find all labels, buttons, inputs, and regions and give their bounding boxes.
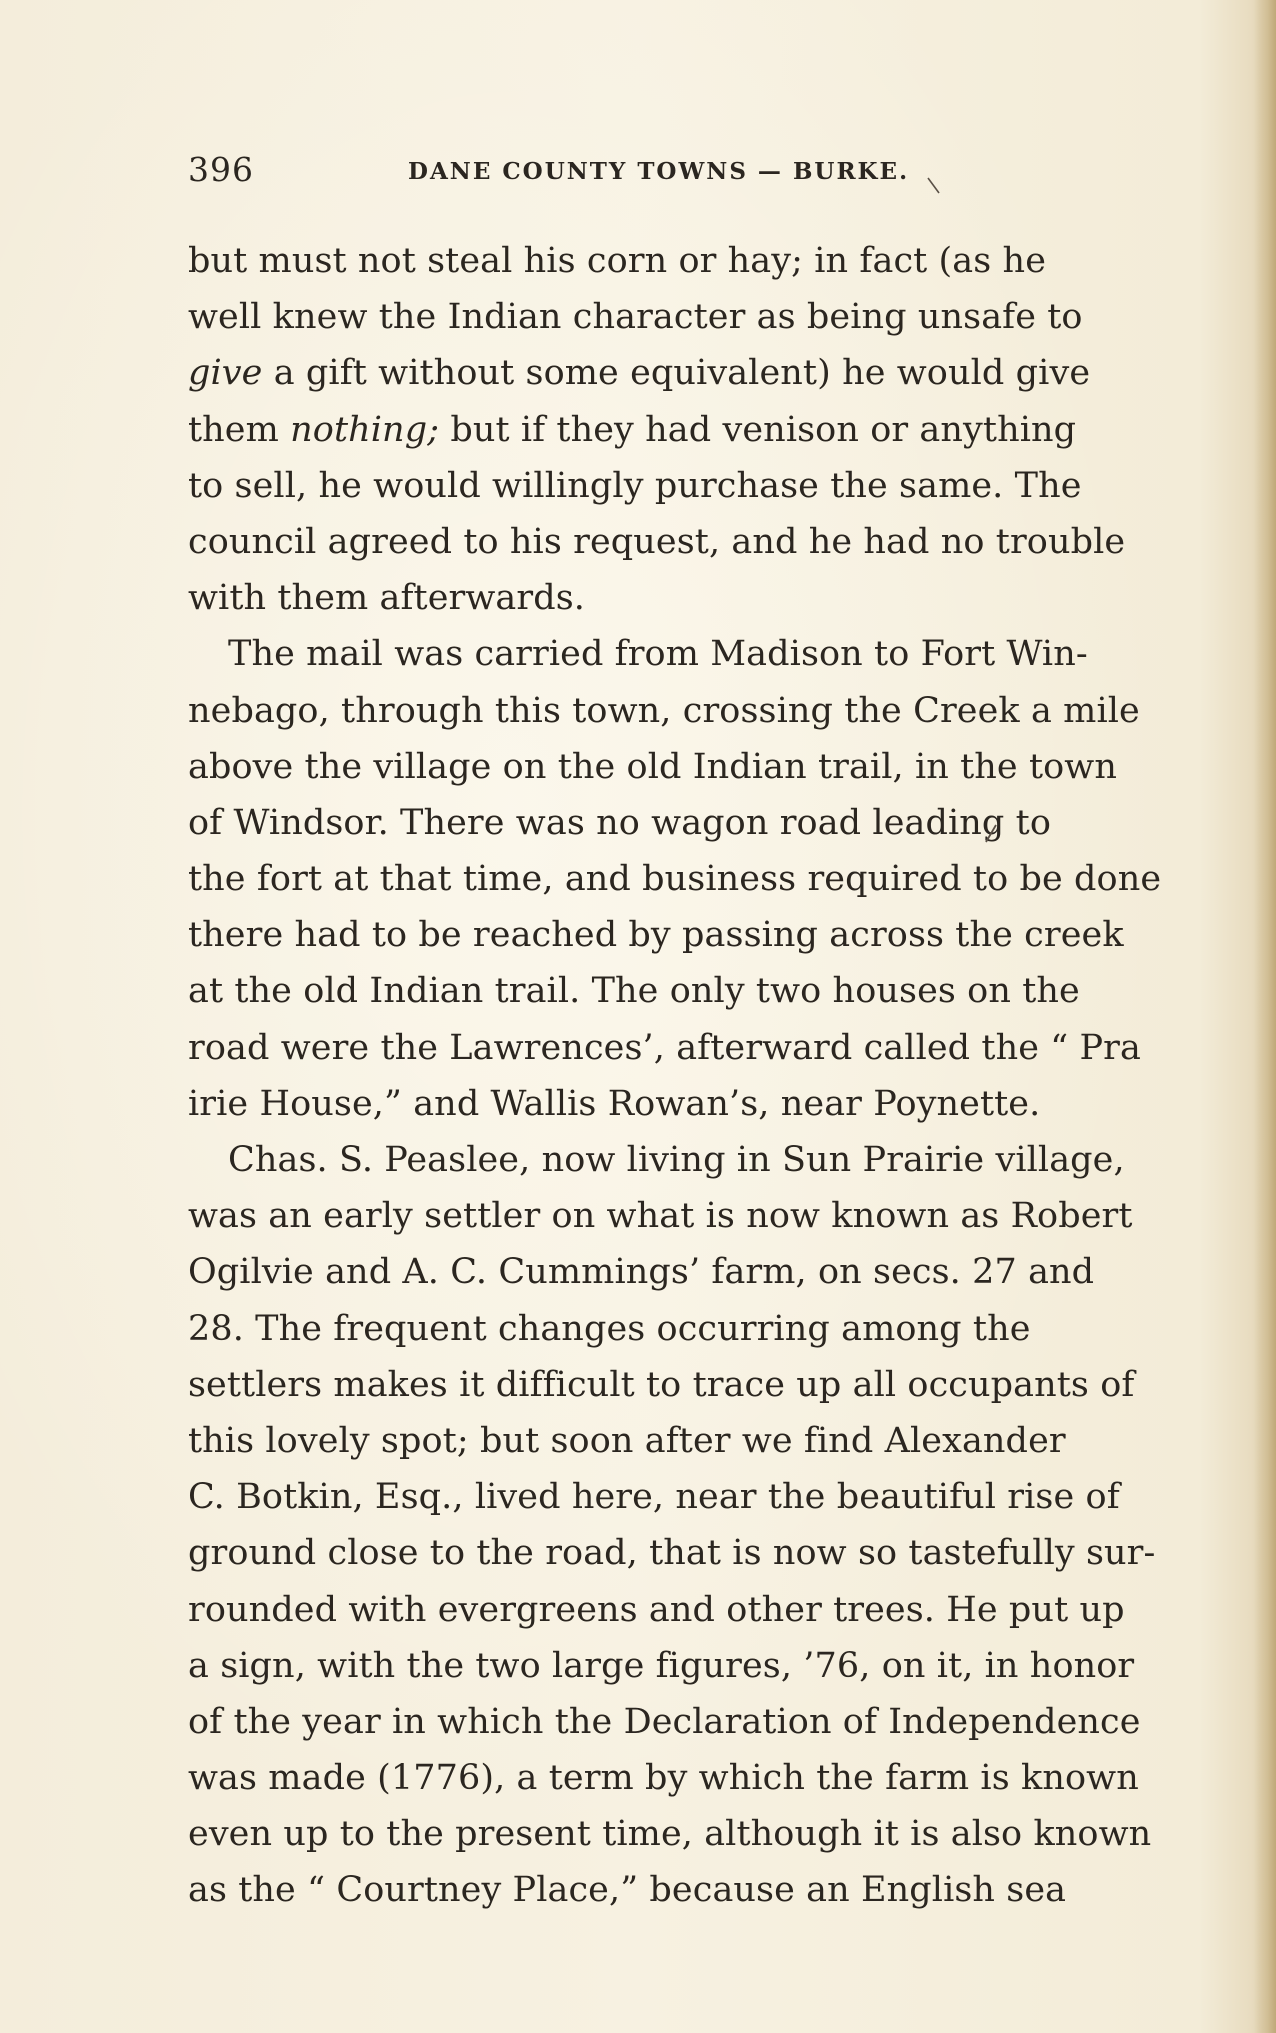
text-line: the fort at that time, and business required to be done (188, 859, 1162, 900)
text-line: 28. The frequent changes occurring among the (188, 1308, 1031, 1349)
text-line: ground close to the road, that is now so tastefully sur- (188, 1533, 1156, 1574)
text-line: there had to be reached by passing across the creek (188, 915, 1124, 956)
text-line: at the old Indian trail. The only two houses on the (188, 971, 1080, 1012)
page-number: 396 (188, 150, 254, 189)
text-line: with them afterwards. (188, 578, 585, 619)
text-line: of the year in which the Declaration of Independence (188, 1701, 1141, 1742)
page-header (188, 146, 1193, 194)
text-line: of Windsor. There was no wagon road leading to (188, 802, 1051, 843)
text-line: council agreed to his request, and he had no trouble (188, 521, 1126, 562)
text-line: irie House,” and Wallis Rowan’s, near Poynette. (188, 1083, 1041, 1124)
text-line: was made (1776), a term by which the farm is known (188, 1758, 1139, 1799)
line-text: but if they had venison or anything (439, 409, 1077, 450)
text-line (188, 402, 1193, 458)
line-text: them (188, 409, 291, 450)
text-line: a sign, with the two large figures, ’76, on it, in honor (188, 1645, 1135, 1686)
pencil-tick-mark (926, 176, 942, 196)
text-line: was an early settler on what is now known as Robert (188, 1196, 1133, 1237)
line-text: a gift without some equivalent) he would give (262, 353, 1091, 394)
body-text (188, 233, 1193, 1919)
italic-word: give (188, 353, 263, 394)
pencil-tick-mark (983, 823, 999, 845)
text-line: rounded with evergreens and other trees. He put up (188, 1589, 1125, 1630)
text-line: but must not steal his corn or hay; in fact (as he (188, 241, 1047, 281)
text-line: as the “ Courtney Place,” because an English sea (188, 1870, 1067, 1911)
text-line: even up to the present time, although it is also known (188, 1814, 1152, 1855)
text-line (188, 345, 1193, 401)
text-line: settlers makes it difficult to trace up all occupants of (188, 1364, 1135, 1405)
paragraph-start-line: Chas. S. Peaslee, now living in Sun Prairie village, (228, 1140, 1125, 1180)
italic-word: nothing; (290, 409, 440, 450)
paragraph-start-line: The mail was carried from Madison to Fort Win- (228, 634, 1088, 675)
text-line: road were the Lawrences’, afterward called the “ Pra (188, 1027, 1141, 1068)
text-line: to sell, he would willingly purchase the same. The (188, 465, 1082, 506)
text-line: C. Botkin, Esq., lived here, near the beautiful rise of (188, 1477, 1120, 1518)
running-head: DANE COUNTY TOWNS — BURKE. (408, 158, 910, 185)
text-line: nebago, through this town, crossing the Creek a mile (188, 690, 1140, 731)
text-line: Ogilvie and A. C. Cummings’ farm, on secs. 27 and (188, 1252, 1095, 1293)
page-edge-shadow (1254, 0, 1276, 2033)
text-line: this lovely spot; but soon after we find Alexander (188, 1420, 1066, 1461)
text-line: well knew the Indian character as being unsafe to (188, 297, 1083, 338)
text-line: above the village on the old Indian trail, in the town (188, 746, 1117, 787)
